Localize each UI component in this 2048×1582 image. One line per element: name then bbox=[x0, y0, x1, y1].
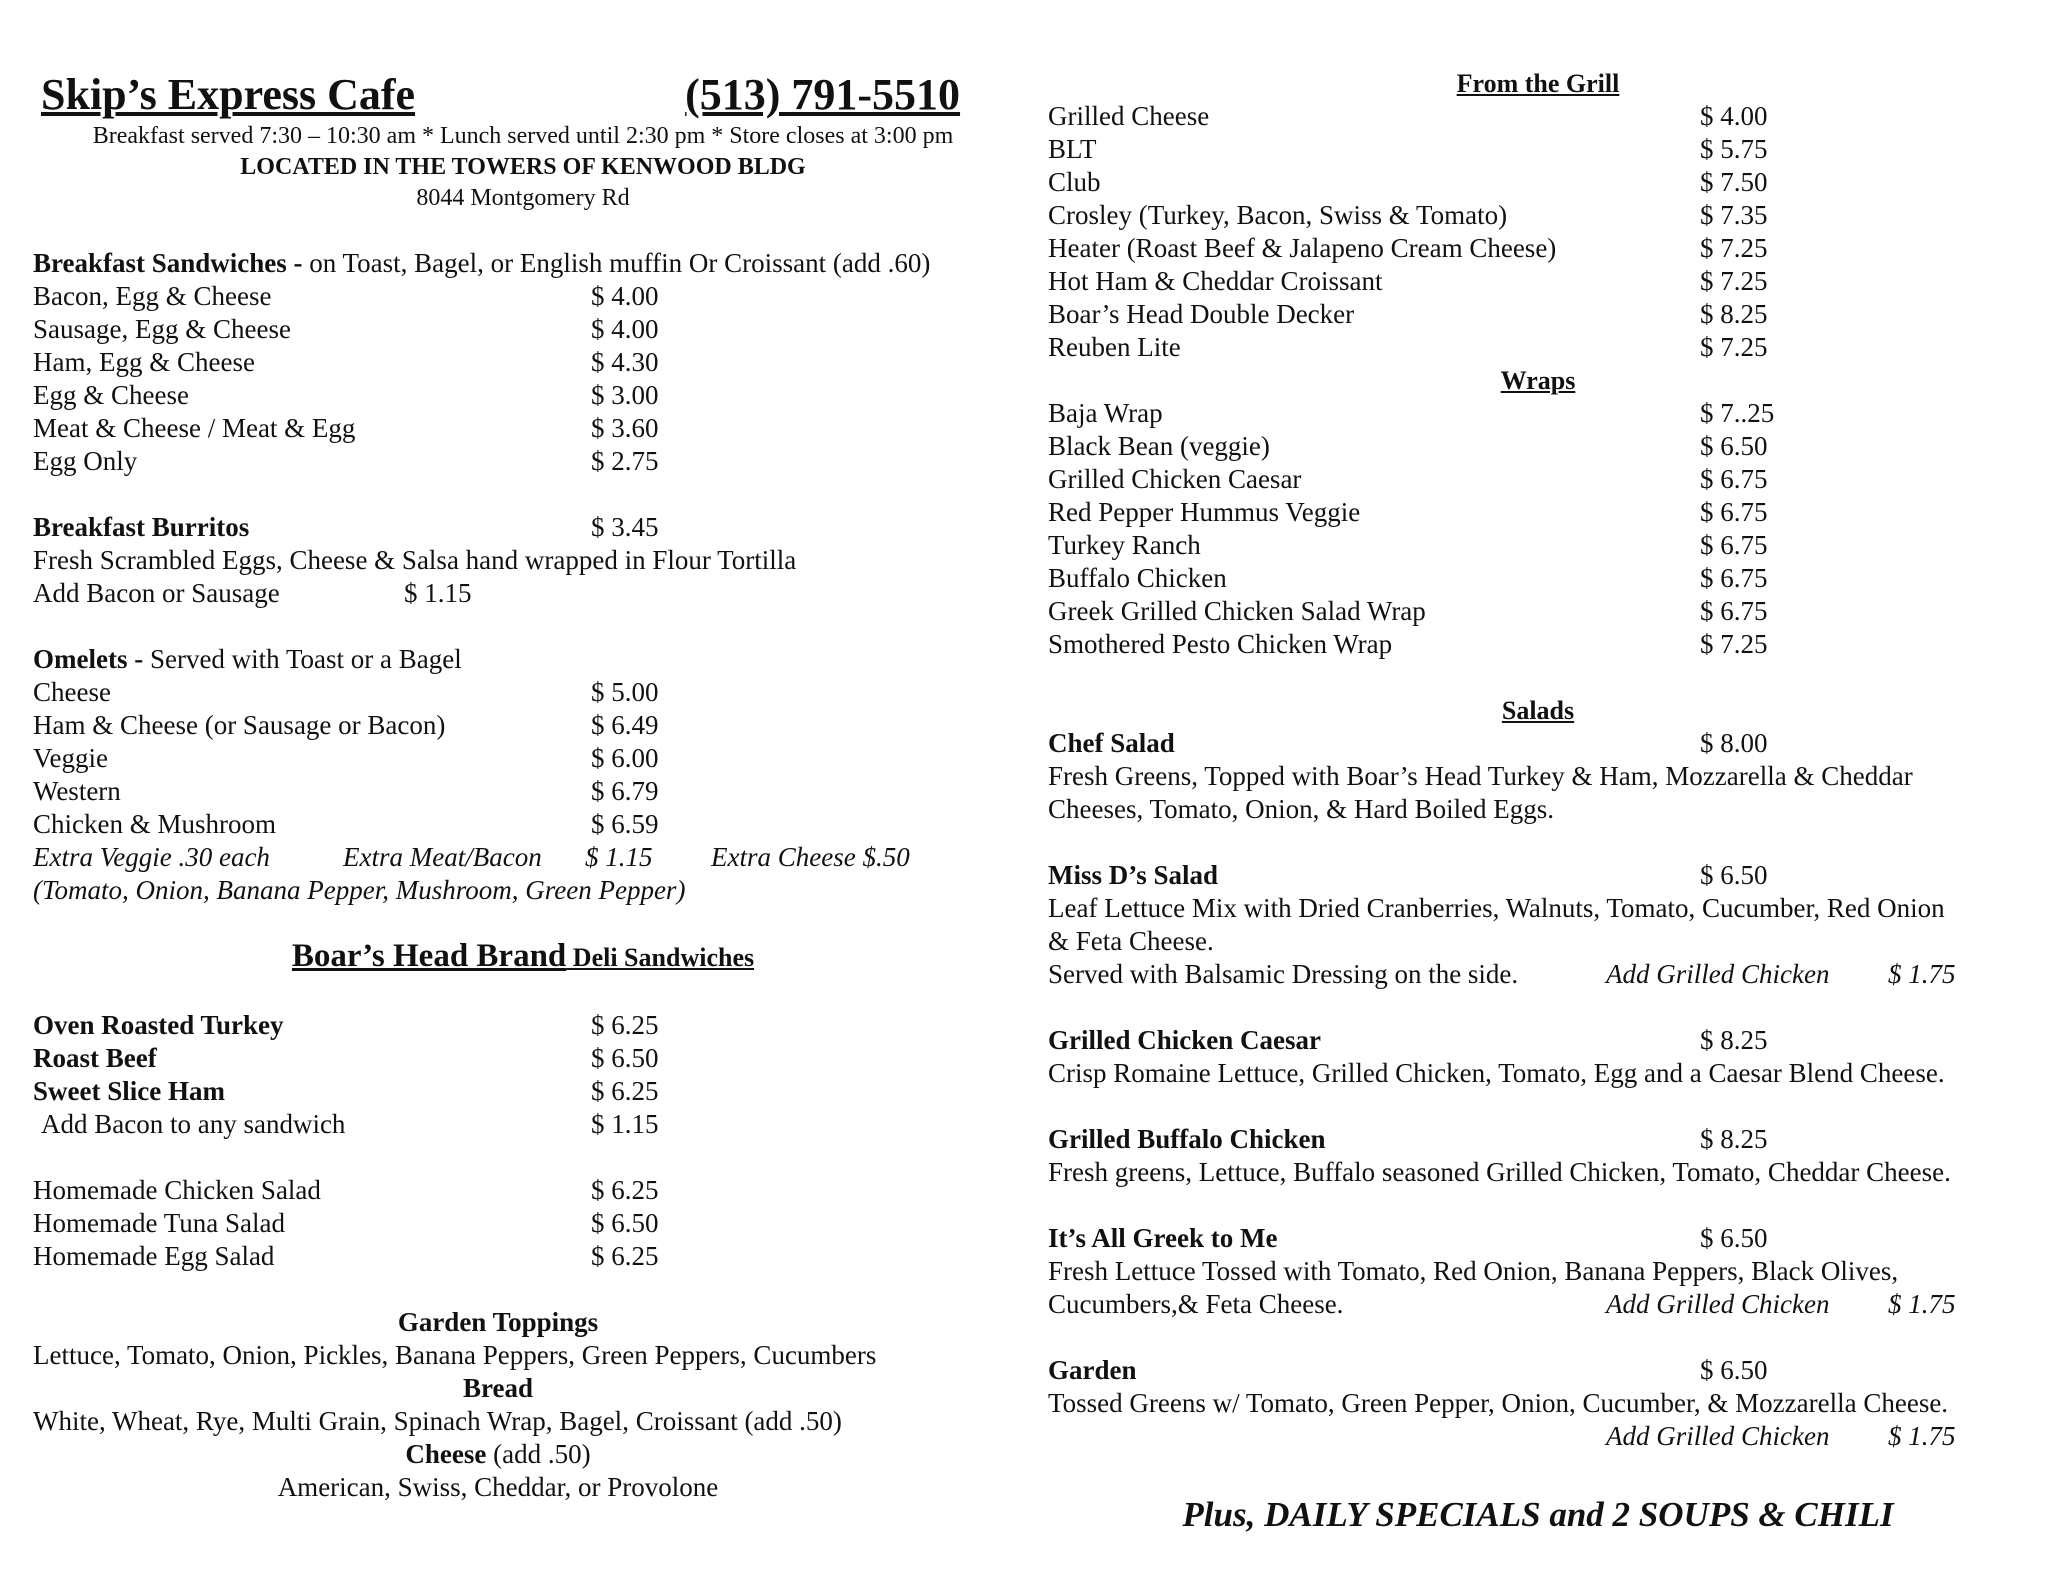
menu-price: $ 6.75 bbox=[1700, 530, 1768, 560]
toppings-heading: Garden Toppings bbox=[397, 1307, 599, 1337]
menu-item: Hot Ham & Cheddar Croissant bbox=[1048, 266, 1383, 296]
burritos-price: $ 3.45 bbox=[591, 512, 659, 542]
daily-specials: Plus, DAILY SPECIALS and 2 SOUPS & CHILI bbox=[1182, 1495, 1894, 1534]
menu-item: Egg & Cheese bbox=[33, 380, 189, 410]
menu-price: $ 3.60 bbox=[591, 413, 659, 443]
salad-description: Fresh greens, Lettuce, Buffalo seasoned Grilled Chicken, Tomato, Cheddar Cheese. bbox=[1048, 1157, 1951, 1187]
menu-price: $ 7.50 bbox=[1700, 167, 1768, 197]
extra-cheese: Extra Cheese $.50 bbox=[711, 842, 910, 872]
salad-price: $ 6.50 bbox=[1700, 860, 1768, 890]
cheese-heading: Cheese (add .50) bbox=[405, 1439, 591, 1469]
menu-price: $ 2.75 bbox=[591, 446, 659, 476]
menu-item: Ham & Cheese (or Sausage or Bacon) bbox=[33, 710, 446, 740]
salad-description: Cucumbers,& Feta Cheese. bbox=[1048, 1289, 1344, 1319]
salad-name: Grilled Buffalo Chicken bbox=[1048, 1124, 1326, 1154]
salad-price: $ 8.25 bbox=[1700, 1124, 1768, 1154]
menu-price: $ 5.00 bbox=[591, 677, 659, 707]
add-bacon: Add Bacon to any sandwich bbox=[41, 1109, 346, 1139]
menu-price: $ 6.25 bbox=[591, 1076, 659, 1106]
bread-heading: Bread bbox=[462, 1373, 533, 1403]
veggie-list: (Tomato, Onion, Banana Pepper, Mushroom, Green Pepper) bbox=[33, 875, 686, 905]
menu-item: Club bbox=[1048, 167, 1101, 197]
burritos-description: Fresh Scrambled Eggs, Cheese & Salsa hand wrapped in Flour Tortilla bbox=[33, 545, 797, 575]
menu-price: $ 4.30 bbox=[591, 347, 659, 377]
menu-item: Sweet Slice Ham bbox=[33, 1076, 225, 1106]
salads-heading: Salads bbox=[1501, 696, 1575, 725]
add-chicken-price: $ 1.75 bbox=[1888, 1421, 1956, 1451]
wraps-heading: Wraps bbox=[1500, 366, 1576, 395]
salad-price: $ 6.50 bbox=[1700, 1355, 1768, 1385]
menu-item: Homemade Tuna Salad bbox=[33, 1208, 285, 1238]
menu-price: $ 6.75 bbox=[1700, 563, 1768, 593]
salad-description: Cheeses, Tomato, Onion, & Hard Boiled Eggs. bbox=[1048, 794, 1555, 824]
burritos-addon-price: $ 1.15 bbox=[404, 578, 472, 608]
menu-item: Western bbox=[33, 776, 121, 806]
menu-price: $ 3.00 bbox=[591, 380, 659, 410]
menu-price: $ 6.75 bbox=[1700, 464, 1768, 494]
salad-description: & Feta Cheese. bbox=[1048, 926, 1214, 956]
add-chicken-price: $ 1.75 bbox=[1888, 1289, 1956, 1319]
menu-price: $ 6.49 bbox=[591, 710, 659, 740]
salad-name: Grilled Chicken Caesar bbox=[1048, 1025, 1321, 1055]
add-bacon-price: $ 1.15 bbox=[591, 1109, 659, 1139]
salad-name: Garden bbox=[1048, 1355, 1137, 1385]
menu-price: $ 5.75 bbox=[1700, 134, 1768, 164]
menu-price: $ 7..25 bbox=[1700, 398, 1775, 428]
burritos-addon: Add Bacon or Sausage bbox=[33, 578, 280, 608]
salad-description: Served with Balsamic Dressing on the side. bbox=[1048, 959, 1519, 989]
omelets-heading: Omelets - Served with Toast or a Bagel bbox=[33, 644, 462, 674]
menu-item: Red Pepper Hummus Veggie bbox=[1048, 497, 1361, 527]
extra-meat: Extra Meat/Bacon bbox=[343, 842, 542, 872]
salad-price: $ 8.25 bbox=[1700, 1025, 1768, 1055]
menu-item: Egg Only bbox=[33, 446, 138, 476]
grill-heading: From the Grill bbox=[1456, 69, 1620, 98]
menu-item: Heater (Roast Beef & Jalapeno Cream Cheese) bbox=[1048, 233, 1557, 263]
menu-item: Oven Roasted Turkey bbox=[33, 1010, 284, 1040]
menu-price: $ 6.25 bbox=[591, 1175, 659, 1205]
menu-item: Black Bean (veggie) bbox=[1048, 431, 1270, 461]
menu-item: BLT bbox=[1048, 134, 1097, 164]
address-line: 8044 Montgomery Rd bbox=[416, 185, 630, 211]
menu-price: $ 6.75 bbox=[1700, 497, 1768, 527]
menu-price: $ 4.00 bbox=[591, 314, 659, 344]
menu-item: Cheese bbox=[33, 677, 111, 707]
add-chicken: Add Grilled Chicken bbox=[1606, 1289, 1830, 1319]
menu-price: $ 4.00 bbox=[1700, 101, 1768, 131]
menu-item: Meat & Cheese / Meat & Egg bbox=[33, 413, 356, 443]
menu-price: $ 6.25 bbox=[591, 1241, 659, 1271]
menu-item: Roast Beef bbox=[33, 1043, 157, 1073]
menu-item: Smothered Pesto Chicken Wrap bbox=[1048, 629, 1393, 659]
salad-name: Miss D’s Salad bbox=[1048, 860, 1219, 890]
menu-price: $ 4.00 bbox=[591, 281, 659, 311]
salad-description: Fresh Greens, Topped with Boar’s Head Turkey & Ham, Mozzarella & Cheddar bbox=[1048, 761, 1913, 791]
salad-price: $ 6.50 bbox=[1700, 1223, 1768, 1253]
menu-price: $ 7.25 bbox=[1700, 629, 1768, 659]
salad-name: It’s All Greek to Me bbox=[1048, 1223, 1278, 1253]
menu-item: Reuben Lite bbox=[1048, 332, 1181, 362]
menu-price: $ 6.75 bbox=[1700, 596, 1768, 626]
menu-item: Crosley (Turkey, Bacon, Swiss & Tomato) bbox=[1048, 200, 1508, 230]
menu-item: Turkey Ranch bbox=[1048, 530, 1201, 560]
menu-price: $ 6.59 bbox=[591, 809, 659, 839]
menu-item: Buffalo Chicken bbox=[1048, 563, 1227, 593]
menu-price: $ 6.79 bbox=[591, 776, 659, 806]
menu-item: Sausage, Egg & Cheese bbox=[33, 314, 291, 344]
menu-item: Veggie bbox=[33, 743, 108, 773]
breakfast-sandwiches-heading: Breakfast Sandwiches - on Toast, Bagel, or English muffin Or Croissant (add .60) bbox=[33, 248, 931, 278]
cafe-phone: (513) 791-5510 bbox=[685, 70, 961, 119]
menu-item: Grilled Cheese bbox=[1048, 101, 1210, 131]
add-chicken: Add Grilled Chicken bbox=[1606, 959, 1830, 989]
menu-price: $ 7.25 bbox=[1700, 266, 1768, 296]
salad-description: Leaf Lettuce Mix with Dried Cranberries, Walnuts, Tomato, Cucumber, Red Onion bbox=[1048, 893, 1945, 923]
menu-item: Grilled Chicken Caesar bbox=[1048, 464, 1302, 494]
location-line: LOCATED IN THE TOWERS OF KENWOOD BLDG bbox=[240, 154, 806, 180]
burritos-heading: Breakfast Burritos bbox=[33, 512, 250, 542]
hours-line: Breakfast served 7:30 – 10:30 am * Lunch served until 2:30 pm * Store closes at 3:00 pm bbox=[92, 123, 954, 149]
menu-price: $ 7.25 bbox=[1700, 332, 1768, 362]
menu-price: $ 7.35 bbox=[1700, 200, 1768, 230]
menu-item: Bacon, Egg & Cheese bbox=[33, 281, 272, 311]
salad-description: Tossed Greens w/ Tomato, Green Pepper, Onion, Cucumber, & Mozzarella Cheese. bbox=[1048, 1388, 1949, 1418]
menu-item: Homemade Egg Salad bbox=[33, 1241, 275, 1271]
menu-item: Baja Wrap bbox=[1048, 398, 1163, 428]
menu-price: $ 6.50 bbox=[1700, 431, 1768, 461]
deli-heading: Boar’s Head Brand Deli Sandwiches bbox=[291, 938, 755, 974]
salad-name: Chef Salad bbox=[1048, 728, 1175, 758]
menu-price: $ 6.25 bbox=[591, 1010, 659, 1040]
toppings-list: Lettuce, Tomato, Onion, Pickles, Banana Peppers, Green Peppers, Cucumbers bbox=[33, 1340, 877, 1370]
menu-item: Greek Grilled Chicken Salad Wrap bbox=[1048, 596, 1426, 626]
add-chicken: Add Grilled Chicken bbox=[1606, 1421, 1830, 1451]
extra-meat-price: $ 1.15 bbox=[585, 842, 653, 872]
cheese-list: American, Swiss, Cheddar, or Provolone bbox=[277, 1472, 719, 1502]
bread-list: White, Wheat, Rye, Multi Grain, Spinach Wrap, Bagel, Croissant (add .50) bbox=[33, 1406, 842, 1436]
menu-price: $ 6.50 bbox=[591, 1208, 659, 1238]
menu-item: Homemade Chicken Salad bbox=[33, 1175, 321, 1205]
cafe-title bbox=[41, 68, 960, 122]
add-chicken-price: $ 1.75 bbox=[1888, 959, 1956, 989]
menu-item: Chicken & Mushroom bbox=[33, 809, 276, 839]
menu-item: Boar’s Head Double Decker bbox=[1048, 299, 1355, 329]
menu-price: $ 8.25 bbox=[1700, 299, 1768, 329]
salad-description: Crisp Romaine Lettuce, Grilled Chicken, Tomato, Egg and a Caesar Blend Cheese. bbox=[1048, 1058, 1945, 1088]
menu-price: $ 7.25 bbox=[1700, 233, 1768, 263]
salad-price: $ 8.00 bbox=[1700, 728, 1768, 758]
menu-item: Ham, Egg & Cheese bbox=[33, 347, 255, 377]
extra-veggie: Extra Veggie .30 each bbox=[33, 842, 270, 872]
menu-price: $ 6.00 bbox=[591, 743, 659, 773]
salad-description: Fresh Lettuce Tossed with Tomato, Red Onion, Banana Peppers, Black Olives, bbox=[1048, 1256, 1899, 1286]
cafe-name: Skip’s Express Cafe bbox=[41, 70, 416, 119]
menu-price: $ 6.50 bbox=[591, 1043, 659, 1073]
